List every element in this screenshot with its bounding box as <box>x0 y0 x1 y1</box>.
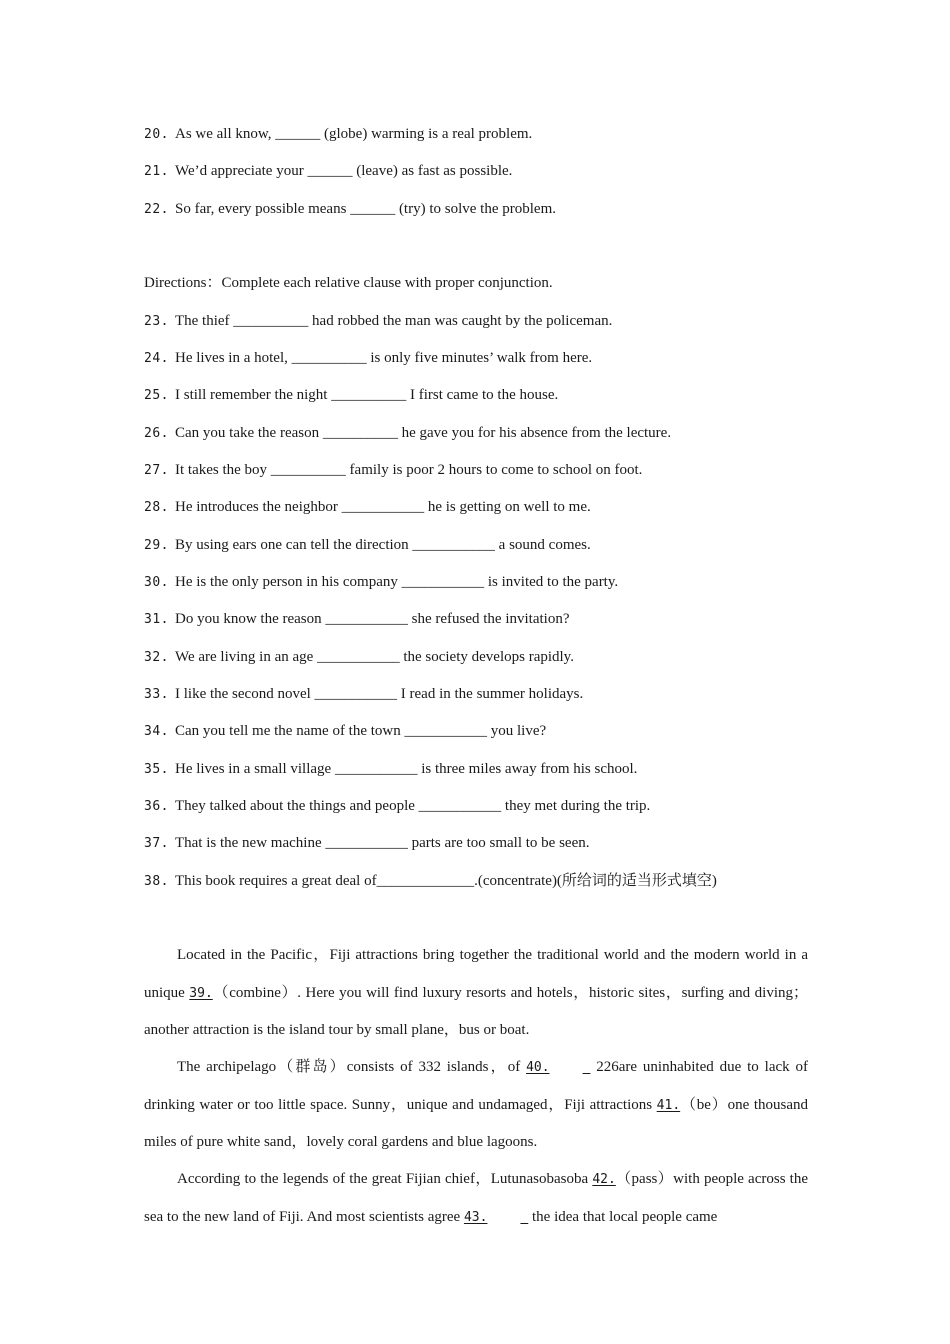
question-26 <box>144 423 671 444</box>
answer-blank[interactable]: ___________ <box>334 761 418 777</box>
question-37 <box>144 833 589 854</box>
question-29 <box>144 535 591 556</box>
question-number: 33. <box>144 687 169 702</box>
question-number: 21. <box>144 164 169 179</box>
question-number: 23. <box>144 314 169 329</box>
answer-blank[interactable]: ______ <box>275 126 321 142</box>
question-number: 32. <box>144 650 169 665</box>
question-number: 29. <box>144 538 169 553</box>
question-text: They talked about the things and people <box>174 798 419 814</box>
question-text: That is the new machine <box>174 835 326 851</box>
answer-blank[interactable]: __________ <box>270 462 346 478</box>
question-38 <box>144 871 717 892</box>
question-text: Can you tell me the name of the town <box>174 723 405 739</box>
question-33 <box>144 684 583 705</box>
question-text: is three miles away from his school. <box>417 761 638 777</box>
blank-43-underline <box>487 1199 528 1237</box>
question-text: they met during the trip. <box>501 798 651 814</box>
passage-text: （pass）with people across the sea to the new land of Fiji. And most scientists agree <box>144 1171 808 1225</box>
question-number: 26. <box>144 426 169 441</box>
question-text: .(concentrate)(所给词的适当形式填空) <box>474 873 717 889</box>
question-34 <box>144 721 546 742</box>
question-text: The thief <box>174 313 234 329</box>
question-32 <box>144 647 574 668</box>
question-number: 38. <box>144 874 169 889</box>
question-number: 31. <box>144 612 169 627</box>
question-number: 22. <box>144 202 169 217</box>
question-24 <box>144 348 592 369</box>
question-number: 35. <box>144 762 169 777</box>
question-text: (try) to solve the problem. <box>395 201 556 217</box>
question-30 <box>144 572 618 593</box>
question-text: is invited to the party. <box>484 574 619 590</box>
question-20 <box>144 124 532 145</box>
answer-blank[interactable]: _____________ <box>376 873 475 889</box>
question-text: Can you take the reason <box>174 425 323 441</box>
question-number: 25. <box>144 388 169 403</box>
question-text: she refused the invitation? <box>407 611 570 627</box>
blank-43[interactable]: 43. <box>463 1209 488 1225</box>
answer-blank[interactable]: ___________ <box>341 499 425 515</box>
question-text: By using ears one can tell the direction <box>174 537 413 553</box>
blank-42[interactable]: 42. <box>592 1172 616 1187</box>
question-text: He is the only person in his company <box>174 574 402 590</box>
answer-blank[interactable]: __________ <box>233 313 309 329</box>
question-28 <box>144 497 591 518</box>
question-text: had robbed the man was caught by the policeman. <box>308 313 613 329</box>
question-text: (globe) warming is a real problem. <box>320 126 533 142</box>
passage-text: 226are uninhabited due to lack of drinking water or too little space. Sunny，unique and undamaged，Fiji attractions <box>144 1059 808 1113</box>
answer-blank[interactable]: ___________ <box>325 835 408 851</box>
question-number: 24. <box>144 351 169 366</box>
passage-paragraph-1 <box>144 937 808 1050</box>
blank-41[interactable]: 41. <box>656 1097 681 1113</box>
question-text: you live? <box>487 723 547 739</box>
answer-blank[interactable]: ______ <box>350 201 396 217</box>
question-number: 30. <box>144 575 169 590</box>
answer-blank[interactable]: ___________ <box>418 798 502 814</box>
question-31 <box>144 609 570 630</box>
passage-text: The archipelago（群岛）consists of 332 islands，of <box>177 1059 527 1075</box>
question-text: It takes the boy <box>174 462 271 478</box>
answer-blank[interactable]: ___________ <box>404 723 488 739</box>
directions: Directions：Complete each relative clause with proper conjunction. <box>144 275 553 291</box>
answer-blank[interactable]: ___________ <box>317 649 400 665</box>
question-22 <box>144 199 556 220</box>
blank-39[interactable]: 39. <box>189 985 213 1001</box>
question-text: parts are too small to be seen. <box>407 835 590 851</box>
question-text: a sound comes. <box>494 537 591 553</box>
question-number: 28. <box>144 500 169 515</box>
question-text: This book requires a great deal of <box>174 873 377 889</box>
blank-40-underline <box>550 1049 591 1087</box>
passage-text: the idea that local people came <box>528 1208 718 1225</box>
question-25 <box>144 385 558 406</box>
question-text: So far, every possible means <box>174 201 351 217</box>
passage-paragraph-2 <box>144 1049 808 1162</box>
question-text: He introduces the neighbor <box>174 499 342 515</box>
answer-blank[interactable]: ______ <box>307 163 353 179</box>
question-number: 20. <box>144 127 169 142</box>
question-36 <box>144 796 650 817</box>
question-text: is only five minutes’ walk from here. <box>366 350 593 366</box>
question-27 <box>144 460 642 481</box>
question-text: As we all know, <box>174 126 276 142</box>
question-text: He lives in a hotel, <box>174 350 292 366</box>
question-text: I like the second novel <box>174 686 315 702</box>
question-text: I first came to the house. <box>406 387 559 403</box>
question-text: Do you know the reason <box>174 611 326 627</box>
question-text: the society develops rapidly. <box>399 649 574 665</box>
question-text: We are living in an age <box>174 649 318 665</box>
question-number: 37. <box>144 836 169 851</box>
question-21 <box>144 161 512 182</box>
question-number: 34. <box>144 724 169 739</box>
passage-text: （combine）. Here you will find luxury resorts and hotels，historic sites，surfing and diving；another attraction is the island tour by small plane，bus or boat. <box>144 984 808 1038</box>
question-23 <box>144 311 612 332</box>
answer-blank[interactable]: __________ <box>331 387 407 403</box>
question-text: I still remember the night <box>174 387 332 403</box>
answer-blank[interactable]: ___________ <box>314 686 398 702</box>
question-text: he is getting on well to me. <box>424 499 591 515</box>
passage-text: （be）one thousand miles of pure white sand，lovely coral gardens and blue lagoons. <box>144 1096 808 1150</box>
question-text: We’d appreciate your <box>174 163 308 179</box>
question-text: family is poor 2 hours to come to school on foot. <box>345 462 643 478</box>
question-text: he gave you for his absence from the lecture. <box>397 425 672 441</box>
passage-text: Located in the Pacific，Fiji attractions bring together the traditional world and the modern world in a unique <box>144 947 808 1001</box>
passage-paragraph-3 <box>144 1161 808 1236</box>
answer-blank[interactable]: ___________ <box>325 611 408 627</box>
question-number: 36. <box>144 799 169 814</box>
answer-blank[interactable]: ___________ <box>401 574 485 590</box>
answer-blank[interactable]: __________ <box>322 425 398 441</box>
question-number: 27. <box>144 463 169 478</box>
answer-blank[interactable]: __________ <box>291 350 367 366</box>
question-text: He lives in a small village <box>174 761 335 777</box>
blank-40[interactable]: 40. <box>526 1060 550 1075</box>
question-35 <box>144 759 637 780</box>
passage-text: According to the legends of the great Fijian chief，Lutunasobasoba <box>177 1171 593 1187</box>
question-text: I read in the summer holidays. <box>397 686 584 702</box>
answer-blank[interactable]: ___________ <box>412 537 495 553</box>
question-text: (leave) as fast as possible. <box>352 163 513 179</box>
